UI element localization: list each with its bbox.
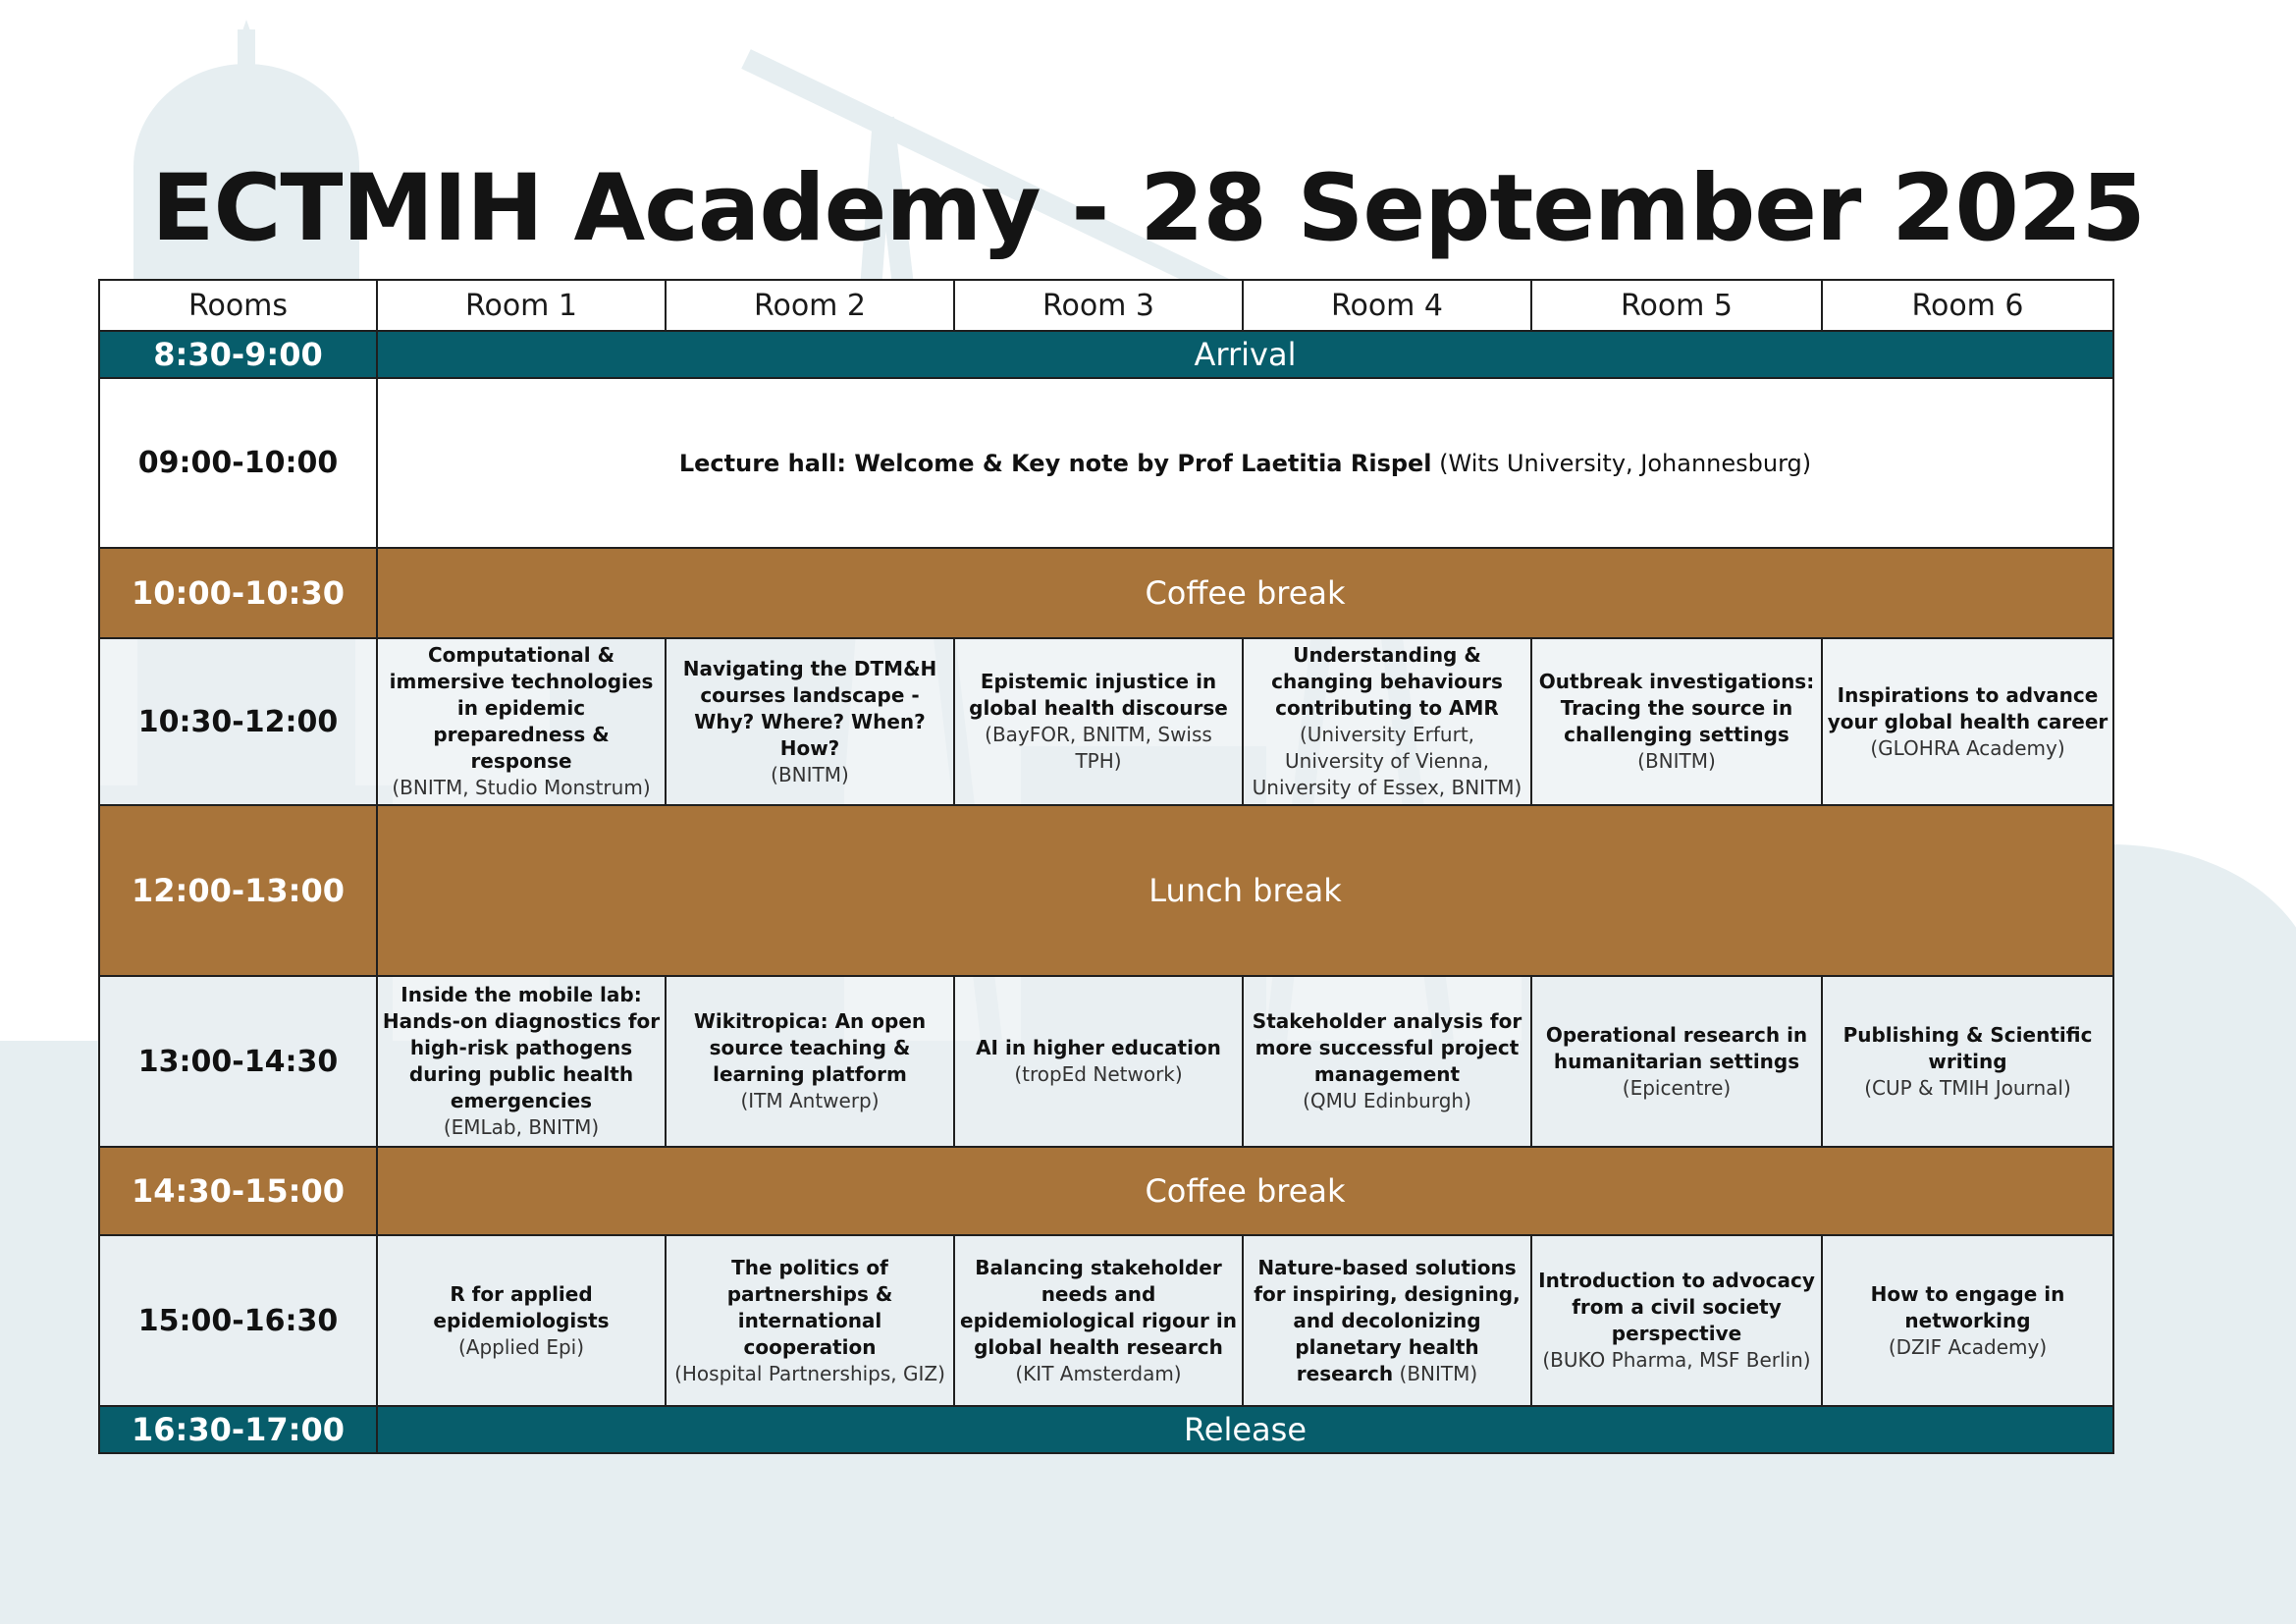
session-title: Computational & immersive technologies in epidemic preparedness & response (389, 643, 654, 773)
session-title: Navigating the DTM&H courses landscape - Why? Where? When? How? (682, 656, 937, 760)
time-cell: 10:00-10:30 (99, 548, 377, 638)
session-title: Wikitropica: An open source teaching & learning platform (693, 1009, 927, 1086)
time-cell: 10:30-12:00 (99, 638, 377, 805)
keynote-cell (377, 378, 2113, 548)
keynote-title: Lecture hall: Welcome & Key note by Prof Laetitia Rispel (678, 449, 1432, 477)
session-cell (1243, 1235, 1531, 1406)
session-org: (tropEd Network) (1014, 1062, 1183, 1086)
session-cell (1822, 976, 2113, 1147)
header-room-1: Room 1 (377, 280, 666, 331)
session-title: Introduction to advocacy from a civil society perspective (1538, 1269, 1815, 1345)
coffee-break-row (99, 1147, 2113, 1235)
session-org: (GLOHRA Academy) (1870, 735, 2065, 760)
time-cell: 12:00-13:00 (99, 805, 377, 976)
header-rooms: Rooms (99, 280, 377, 331)
session-org: (DZIF Academy) (1888, 1334, 2048, 1359)
session-org: (BNITM) (1637, 749, 1716, 773)
session-title: Outbreak investigations: Tracing the source in challenging settings (1538, 670, 1815, 746)
session-cell (1822, 638, 2113, 805)
session-cell (954, 638, 1243, 805)
session-cell (954, 976, 1243, 1147)
session-org: (ITM Antwerp) (740, 1089, 880, 1112)
time-cell: 13:00-14:30 (99, 976, 377, 1147)
header-room-6: Room 6 (1822, 280, 2113, 331)
coffee-break-label: Coffee break (377, 548, 2113, 638)
session-org: (BUKO Pharma, MSF Berlin) (1542, 1348, 1811, 1372)
session-title: Inspirations to advance your global health career (1827, 682, 2109, 733)
session-org: (Hospital Partnerships, GIZ) (674, 1361, 945, 1385)
coffee-break-label: Coffee break (377, 1147, 2113, 1235)
header-room-5: Room 5 (1531, 280, 1822, 331)
session-title: The politics of partnerships & international cooperation (726, 1255, 893, 1359)
session-row-3 (99, 1235, 2113, 1406)
session-cell (1822, 1235, 2113, 1406)
header-room-3: Room 3 (954, 280, 1243, 331)
session-title: Balancing stakeholder needs and epidemiological rigour in global health research (960, 1255, 1237, 1359)
session-row-2 (99, 976, 2113, 1147)
session-title: Inside the mobile lab: Hands-on diagnostics for high-risk pathogens during public health emergencies (382, 983, 661, 1112)
session-org: (EMLab, BNITM) (443, 1115, 600, 1139)
arrival-label: Arrival (377, 331, 2113, 378)
session-org: (BayFOR, BNITM, Swiss TPH) (985, 723, 1212, 773)
session-cell (954, 1235, 1243, 1406)
session-cell (1243, 638, 1531, 805)
session-org: (Applied Epi) (457, 1334, 585, 1359)
session-title: Nature-based solutions for inspiring, designing, and decolonizing planetary health research (1254, 1255, 1521, 1385)
session-cell (666, 1235, 954, 1406)
session-title: Epistemic injustice in global health discourse (969, 670, 1228, 720)
release-label: Release (377, 1406, 2113, 1453)
session-cell (666, 976, 954, 1147)
session-title: Operational research in humanitarian settings (1545, 1022, 1808, 1073)
session-org: (University Erfurt, University of Vienna, University of Essex, BNITM) (1252, 723, 1522, 799)
session-org: (KIT Amsterdam) (1015, 1361, 1182, 1385)
keynote-row (99, 378, 2113, 548)
page-title: ECTMIH Academy - 28 September 2025 (151, 155, 2145, 262)
session-title: Stakeholder analysis for more successful project management (1252, 1009, 1522, 1086)
session-org: (BNITM) (1399, 1361, 1478, 1385)
time-cell: 15:00-16:30 (99, 1235, 377, 1406)
lunch-break-row (99, 805, 2113, 976)
schedule-table (98, 279, 2114, 1454)
session-cell (1531, 638, 1822, 805)
session-cell (377, 1235, 666, 1406)
lunch-break-label: Lunch break (377, 805, 2113, 976)
session-org: (BNITM, Studio Monstrum) (392, 776, 651, 799)
keynote-org: (Wits University, Johannesburg) (1439, 449, 1812, 477)
session-cell (377, 638, 666, 805)
session-title: R for applied epidemiologists (433, 1281, 610, 1332)
coffee-break-row (99, 548, 2113, 638)
session-title: How to engage in networking (1870, 1281, 2065, 1332)
session-title: Publishing & Scientific writing (1842, 1022, 2093, 1073)
session-org: (QMU Edinburgh) (1303, 1089, 1471, 1112)
time-cell: 09:00-10:00 (99, 378, 377, 548)
header-row (99, 280, 2113, 331)
header-room-2: Room 2 (666, 280, 954, 331)
session-org: (Epicentre) (1622, 1075, 1732, 1100)
session-cell (1531, 976, 1822, 1147)
arrival-row (99, 331, 2113, 378)
release-row (99, 1406, 2113, 1453)
session-cell (1531, 1235, 1822, 1406)
session-cell (377, 976, 666, 1147)
time-cell: 8:30-9:00 (99, 331, 377, 378)
header-room-4: Room 4 (1243, 280, 1531, 331)
session-title: AI in higher education (976, 1036, 1221, 1059)
session-cell (1243, 976, 1531, 1147)
session-row-1 (99, 638, 2113, 805)
time-cell: 16:30-17:00 (99, 1406, 377, 1453)
session-cell (666, 638, 954, 805)
session-title: Understanding & changing behaviours contributing to AMR (1271, 643, 1503, 720)
time-cell: 14:30-15:00 (99, 1147, 377, 1235)
session-org: (CUP & TMIH Journal) (1864, 1075, 2071, 1100)
session-org: (BNITM) (771, 762, 849, 786)
